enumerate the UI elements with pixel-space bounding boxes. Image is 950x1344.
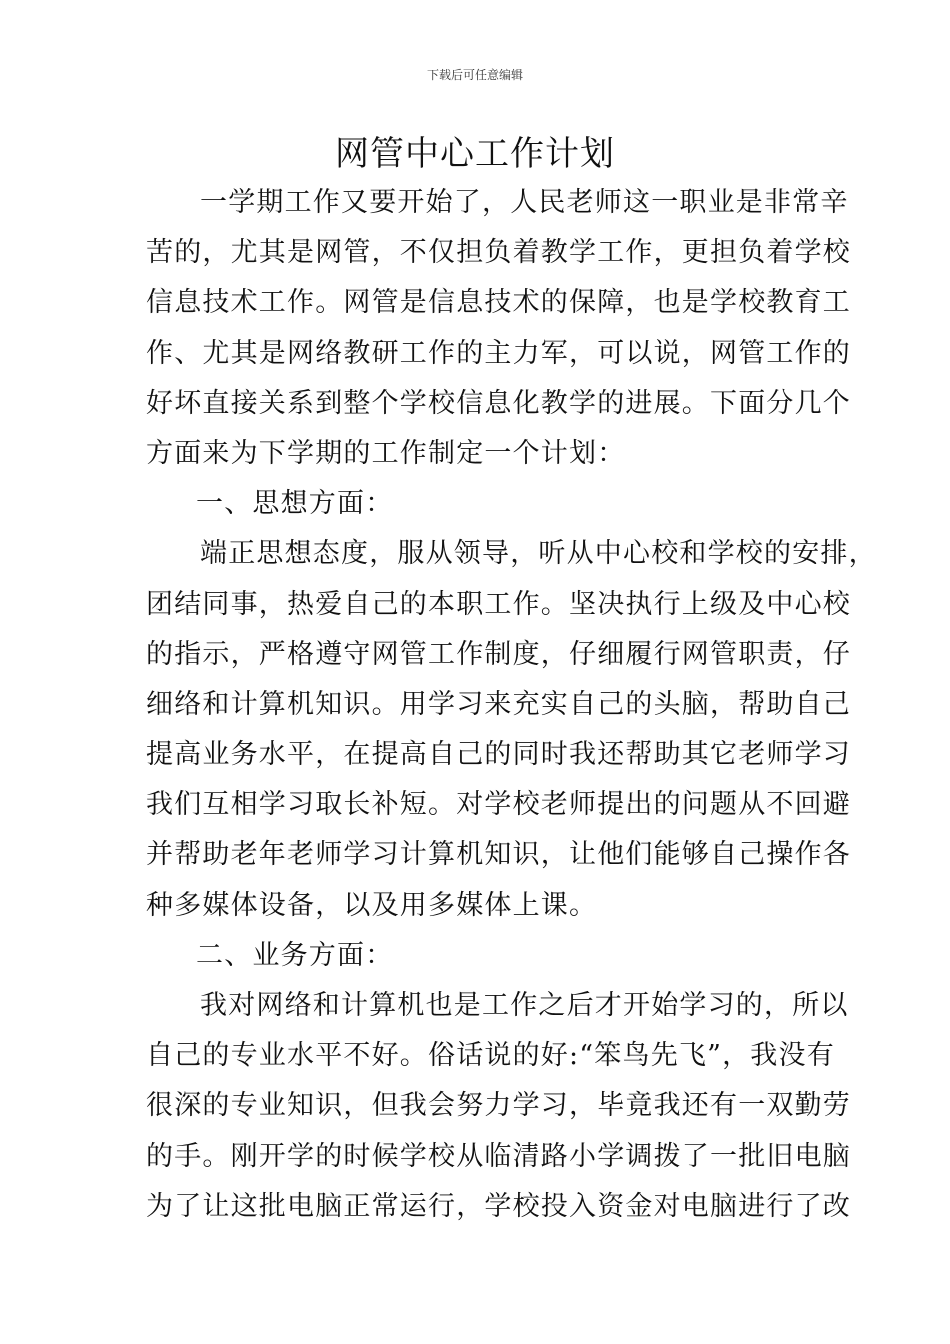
paragraph-line: 端正思想态度，服从领导，听从中心校和学校的安排， [200, 538, 877, 570]
section-heading: 一、思想方面： [196, 488, 394, 520]
paragraph-line: 一学期工作又要开始了，人民老师这一职业是非常辛 [200, 187, 849, 218]
paragraph-line: 团结同事，热爱自己的本职工作。坚决执行上级及中心校 [146, 588, 851, 620]
document-body [146, 178, 877, 1232]
paragraph-line: 很深的专业知识，但我会努力学习，毕竟我还有一双勤劳 [146, 1090, 851, 1122]
paragraph-line: 的指示，严格遵守网管工作制度，仔细履行网管职责，仔 [146, 638, 851, 670]
paragraph-line: 自己的专业水平不好。俗话说的好:“笨鸟先飞”，我没有 [146, 1040, 835, 1072]
paragraph-line: 好坏直接关系到整个学校信息化教学的进展。下面分几个 [146, 387, 851, 419]
paragraph-line: 我对网络和计算机也是工作之后才开始学习的，所以 [200, 990, 849, 1021]
paragraph-line: 细络和计算机知识。用学习来充实自己的头脑，帮助自己 [146, 688, 851, 720]
paragraph-line: 我们互相学习取长补短。对学校老师提出的问题从不回避 [146, 789, 851, 821]
section-heading: 二、业务方面： [196, 939, 394, 971]
paragraph-line: 苦的，尤其是网管，不仅担负着教学工作，更担负着学校 [146, 237, 851, 269]
paragraph-line: 提高业务水平，在提高自己的同时我还帮助其它老师学习 [146, 739, 851, 771]
paragraph-line: 种多媒体设备，以及用多媒体上课。 [146, 889, 598, 921]
paragraph-line: 信息技术工作。网管是信息技术的保障，也是学校教育工 [146, 287, 851, 319]
paragraph-line: 作、尤其是网络教研工作的主力军，可以说，网管工作的 [146, 337, 851, 369]
paragraph-line: 为了让这批电脑正常运行，学校投入资金对电脑进行了改 [146, 1190, 851, 1222]
paragraph-line: 方面来为下学期的工作制定一个计划： [146, 437, 626, 469]
header-note: 下载后可任意编辑 [426, 68, 523, 82]
document-title: 网管中心工作计划 [335, 134, 615, 174]
paragraph-line: 的手。刚开学的时候学校从临清路小学调拨了一批旧电脑 [146, 1140, 851, 1172]
paragraph-line: 并帮助老年老师学习计算机知识，让他们能够自己操作各 [146, 839, 851, 871]
